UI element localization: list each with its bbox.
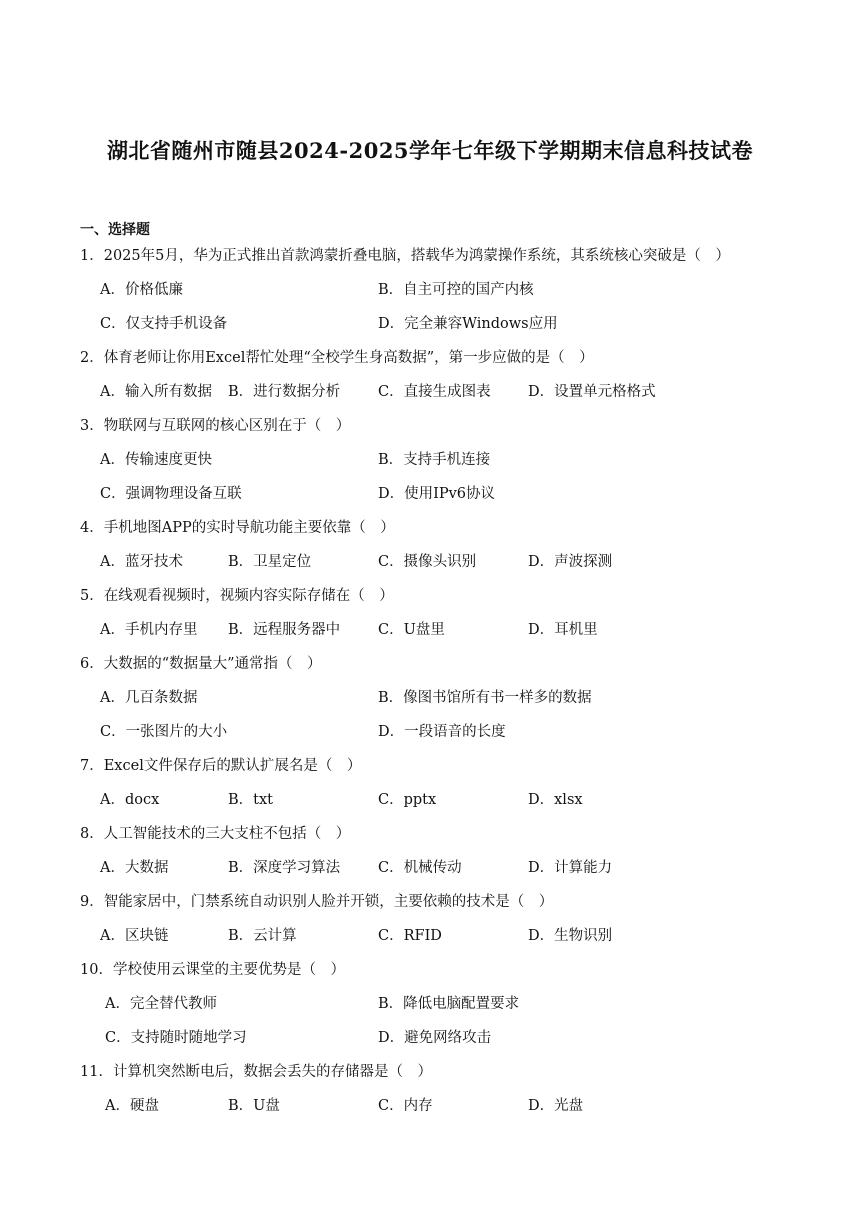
- question-stem: 6．大数据的“数据量大”通常指（ ）: [80, 656, 322, 672]
- question-stem: 8．人工智能技术的三大支柱不包括（ ）: [80, 826, 351, 842]
- answer-option: B．云计算: [228, 928, 297, 944]
- answer-option: B．U盘: [228, 1098, 280, 1114]
- answer-option: A．docx: [100, 792, 160, 808]
- answer-option: C．pptx: [378, 792, 437, 808]
- answer-option: D．生物识别: [528, 928, 613, 944]
- answer-option: A．区块链: [100, 928, 169, 944]
- answer-option: C．仅支持手机设备: [100, 316, 228, 332]
- answer-option: A．手机内存里: [100, 622, 198, 638]
- answer-option: A．完全替代教师: [105, 996, 217, 1012]
- answer-option: C．机械传动: [378, 860, 462, 876]
- question-stem: 2．体育老师让你用Excel帮忙处理“全校学生身高数据”，第一步应做的是（ ）: [80, 350, 594, 366]
- answer-option: A．大数据: [100, 860, 169, 876]
- question-stem: 10．学校使用云课堂的主要优势是（ ）: [80, 962, 345, 978]
- section-heading: 一、选择题: [80, 222, 150, 238]
- answer-option: D．一段语音的长度: [378, 724, 506, 740]
- answer-option: B．深度学习算法: [228, 860, 341, 876]
- answer-option: D．使用IPv6协议: [378, 486, 496, 502]
- question-stem: 4．手机地图APP的实时导航功能主要依靠（ ）: [80, 520, 395, 536]
- question-stem: 11．计算机突然断电后，数据会丢失的存储器是（ ）: [80, 1064, 432, 1080]
- answer-option: B．自主可控的国产内核: [378, 282, 534, 298]
- question-stem: 5．在线观看视频时，视频内容实际存储在（ ）: [80, 588, 394, 604]
- answer-option: C．直接生成图表: [378, 384, 491, 400]
- answer-option: A．硬盘: [105, 1098, 159, 1114]
- answer-option: D．计算能力: [528, 860, 613, 876]
- answer-option: D．耳机里: [528, 622, 598, 638]
- answer-option: C．一张图片的大小: [100, 724, 228, 740]
- answer-option: A．蓝牙技术: [100, 554, 183, 570]
- question-stem: 1．2025年5月，华为正式推出首款鸿蒙折叠电脑，搭载华为鸿蒙操作系统，其系统核心突破是（ ）: [80, 248, 730, 264]
- answer-option: D．xlsx: [528, 792, 583, 808]
- answer-option: C．摄像头识别: [378, 554, 477, 570]
- answer-option: C．支持随时随地学习: [105, 1030, 247, 1046]
- answer-option: B．卫星定位: [228, 554, 312, 570]
- answer-option: C．内存: [378, 1098, 433, 1114]
- answer-option: B．降低电脑配置要求: [378, 996, 520, 1012]
- question-stem: 3．物联网与互联网的核心区别在于（ ）: [80, 418, 351, 434]
- answer-option: C．U盘里: [378, 622, 445, 638]
- answer-option: D．完全兼容Windows应用: [378, 316, 558, 332]
- answer-option: C．强调物理设备互联: [100, 486, 242, 502]
- page-title: 湖北省随州市随县2024-2025学年七年级下学期期末信息科技试卷: [106, 138, 754, 163]
- answer-option: C．RFID: [378, 928, 442, 944]
- answer-option: A．价格低廉: [100, 282, 183, 298]
- answer-option: D．光盘: [528, 1098, 584, 1114]
- answer-option: A．输入所有数据: [100, 384, 212, 400]
- answer-option: B．进行数据分析: [228, 384, 341, 400]
- answer-option: A．几百条数据: [100, 690, 198, 706]
- question-stem: 9．智能家居中，门禁系统自动识别人脸并开锁，主要依赖的技术是（ ）: [80, 894, 554, 910]
- answer-option: D．设置单元格格式: [528, 384, 656, 400]
- answer-option: B．支持手机连接: [378, 452, 491, 468]
- answer-option: D．避免网络攻击: [378, 1030, 492, 1046]
- answer-option: A．传输速度更快: [100, 452, 212, 468]
- answer-option: B．像图书馆所有书一样多的数据: [378, 690, 592, 706]
- answer-option: B．txt: [228, 792, 273, 808]
- answer-option: B．远程服务器中: [228, 622, 341, 638]
- answer-option: D．声波探测: [528, 554, 613, 570]
- question-stem: 7．Excel文件保存后的默认扩展名是（ ）: [80, 758, 362, 774]
